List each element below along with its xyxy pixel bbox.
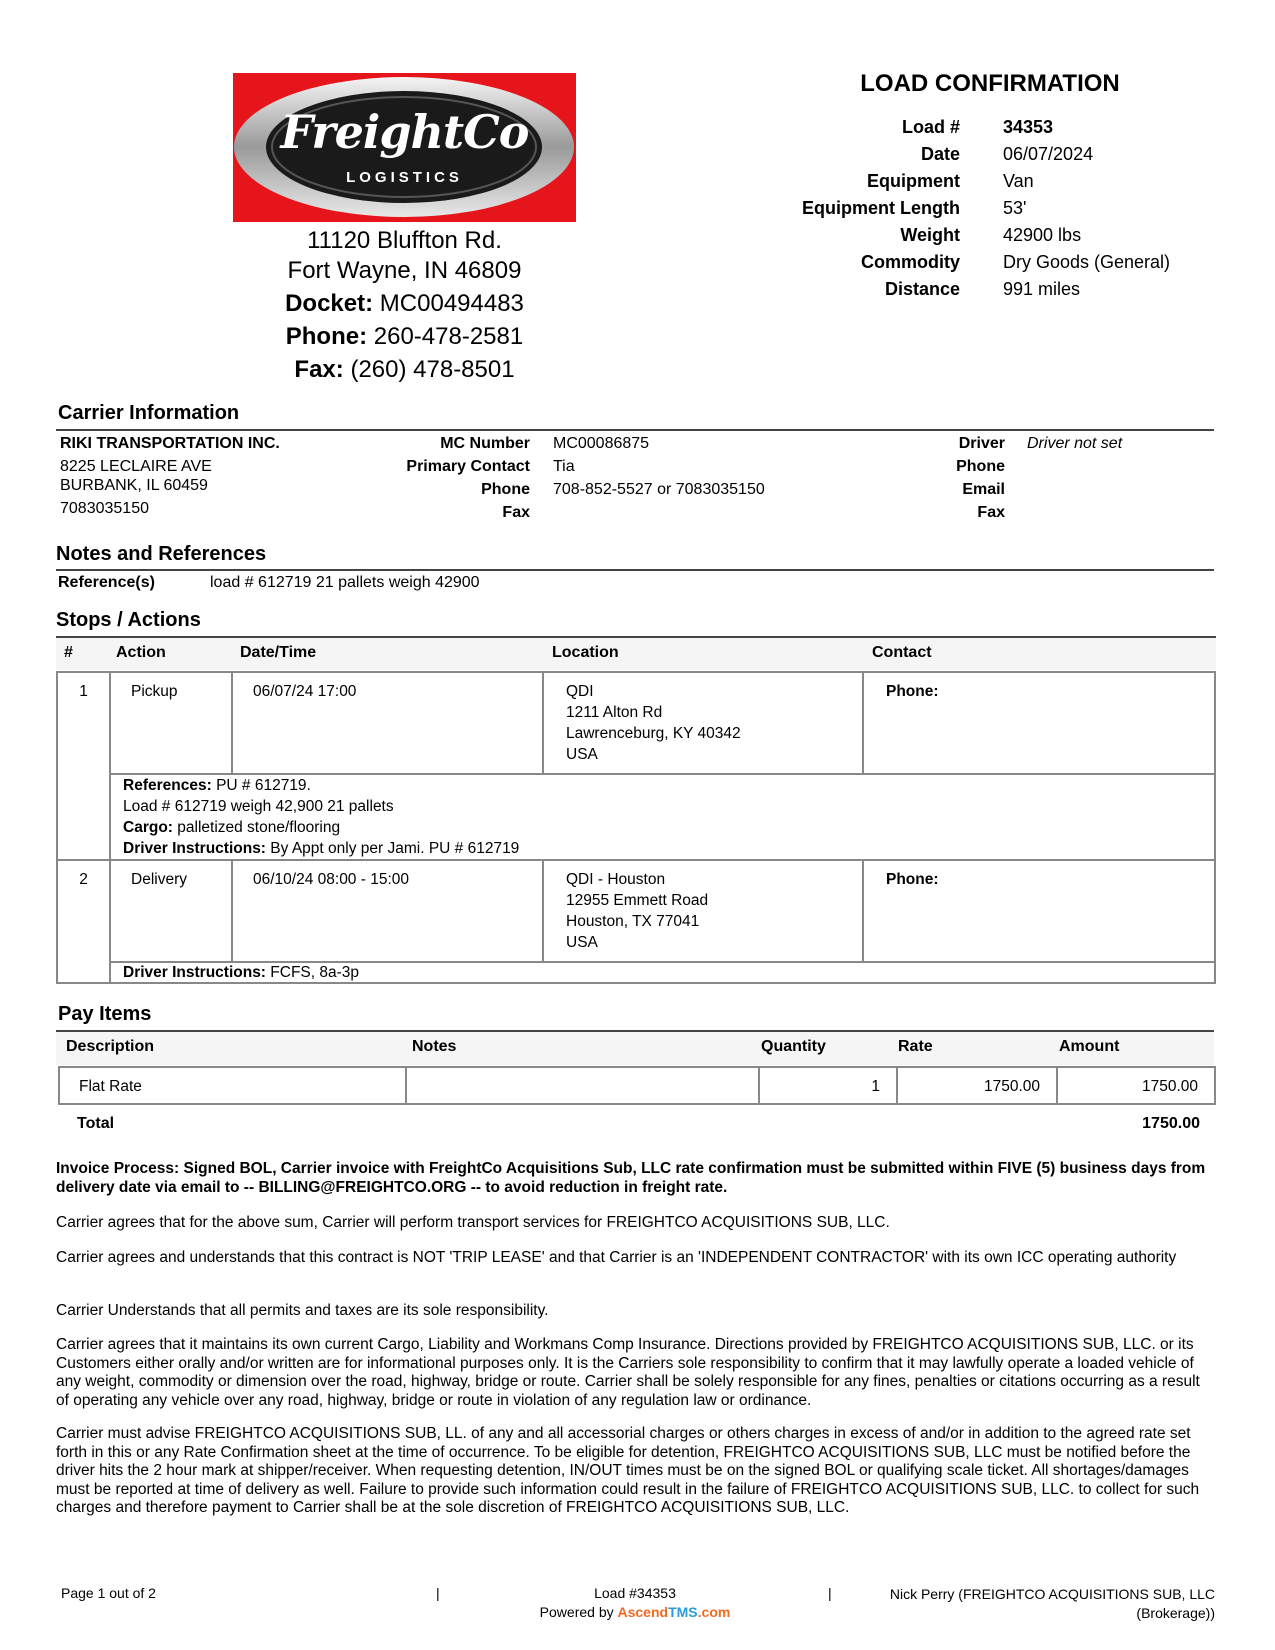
equipment-length-value: 53' bbox=[1003, 198, 1027, 218]
fax-line bbox=[233, 355, 576, 385]
stop-location-cell bbox=[542, 671, 864, 775]
brand-ascend: Ascend bbox=[617, 1604, 669, 1620]
load-number-value: 34353 bbox=[1003, 117, 1054, 137]
terms-paragraph: Carrier Understands that all permits and taxes are its sole responsibility. bbox=[56, 1302, 549, 1319]
stops-col-num: # bbox=[64, 644, 73, 661]
footer-user-line-2: (Brokerage)) bbox=[1136, 1605, 1215, 1621]
company-logo bbox=[233, 73, 576, 222]
location-name: QDI bbox=[566, 683, 594, 700]
footer-separator: | bbox=[436, 1585, 440, 1601]
company-address bbox=[233, 226, 576, 385]
pay-col-rate: Rate bbox=[898, 1038, 933, 1055]
phone-value: 260-478-2581 bbox=[373, 323, 524, 350]
mc-number-label: MC Number bbox=[440, 435, 530, 452]
mc-number-value: MC00086875 bbox=[553, 435, 650, 452]
driver-label: Driver bbox=[958, 435, 1005, 452]
total-label: Total bbox=[77, 1115, 115, 1132]
carrier-divider bbox=[56, 429, 1214, 431]
docket-value: MC00494483 bbox=[379, 290, 524, 317]
stop-contact-cell bbox=[862, 671, 1216, 775]
stop-contact-phone-label: Phone: bbox=[886, 683, 939, 700]
stop-action-cell bbox=[109, 671, 233, 775]
docket-label: Docket: bbox=[285, 290, 374, 317]
stop-location bbox=[566, 681, 741, 765]
stop-number-cell bbox=[56, 671, 111, 861]
pay-rate-cell bbox=[896, 1066, 1058, 1105]
stops-col-contact: Contact bbox=[872, 644, 932, 661]
carrier-phone-line: 7083035150 bbox=[60, 500, 149, 517]
pay-quantity: 1 bbox=[871, 1078, 880, 1095]
stop-cargo-value: palletized stone/flooring bbox=[177, 819, 341, 836]
equipment-label: Equipment bbox=[867, 171, 960, 191]
pay-col-description: Description bbox=[66, 1038, 155, 1055]
driver-value: Driver not set bbox=[1027, 435, 1123, 452]
stops-col-datetime: Date/Time bbox=[240, 644, 317, 661]
pay-quantity-cell bbox=[758, 1066, 898, 1105]
carrier-address-2: BURBANK, IL 60459 bbox=[60, 477, 208, 494]
carrier-fax-label: Fax bbox=[502, 504, 530, 521]
stop-driver-instructions-label: Driver Instructions: bbox=[123, 964, 266, 981]
date-label: Date bbox=[920, 144, 960, 164]
load-number-label: Load # bbox=[901, 117, 960, 137]
stop-location bbox=[566, 869, 708, 953]
stop-driver-instructions bbox=[123, 838, 519, 859]
weight-value: 42900 lbs bbox=[1003, 225, 1082, 245]
references-label: Reference(s) bbox=[58, 574, 155, 591]
stop-details-cell bbox=[109, 773, 1216, 861]
stop-location-cell bbox=[542, 859, 864, 963]
stop-datetime-cell bbox=[231, 671, 544, 775]
footer-load-number: Load #34353 bbox=[594, 1585, 676, 1601]
terms-paragraph: Carrier agrees and understands that this contract is NOT 'TRIP LEASE' and that Carrier is an 'INDEPENDENT CONTRACTOR' with its own ICC operating authority bbox=[56, 1249, 1177, 1266]
stop-references bbox=[123, 775, 519, 796]
weight-label: Weight bbox=[900, 225, 960, 245]
stops-col-action: Action bbox=[116, 644, 166, 661]
stop-details-cell bbox=[109, 961, 1216, 984]
phone-line bbox=[233, 322, 576, 352]
pay-col-notes: Notes bbox=[412, 1038, 457, 1055]
address-line-2: Fort Wayne, IN 46809 bbox=[287, 257, 522, 284]
location-city: Houston, TX 77041 bbox=[566, 913, 700, 930]
carrier-phone-label: Phone bbox=[481, 481, 530, 498]
stop-driver-instructions-label: Driver Instructions: bbox=[123, 840, 266, 857]
stop-cargo-label: Cargo: bbox=[123, 819, 173, 836]
pay-col-amount: Amount bbox=[1059, 1038, 1120, 1055]
commodity-value: Dry Goods (General) bbox=[1003, 252, 1171, 272]
location-name: QDI - Houston bbox=[566, 871, 666, 888]
pay-rate: 1750.00 bbox=[983, 1078, 1040, 1095]
stop-driver-instructions-value: By Appt only per Jami. PU # 612719 bbox=[270, 840, 520, 857]
carrier-address-1: 8225 LECLAIRE AVE bbox=[60, 458, 212, 475]
pay-col-quantity: Quantity bbox=[761, 1038, 826, 1055]
distance-label: Distance bbox=[884, 279, 960, 299]
stop-contact-phone-label: Phone: bbox=[886, 871, 939, 888]
primary-contact-value: Tia bbox=[553, 458, 575, 475]
location-country: USA bbox=[566, 746, 598, 763]
references-value: load # 612719 21 pallets weigh 42900 bbox=[210, 574, 480, 591]
carrier-name: RIKI TRANSPORTATION INC. bbox=[60, 435, 280, 452]
terms-paragraph: Carrier must advise FREIGHTCO ACQUISITIONS SUB, LL. of any and all accessorial charges or others charges in excess of and/or in addition to the agreed rate set forth in this or any Rate Confirmation sheet at the time of occurrence. To be eligible for detention, FREIGHTCO ACQUISITIONS SUB, LLC must be notified before the driver hits the 2 hour mark at shipper/receiver. When requesting detention, IN/OUT times must be on the signed BOL or qualifying scale ticket. All shortages/damages must be reported at time of delivery as well. Failure to provide such information could result in the failure of FREIGHTCO ACQUISITIONS SUB, LLC. to collect for such charges and therefore payment to Carrier shall be at the sole discretion of FREIGHTCO ACQUISITIONS SUB, LLC. bbox=[56, 1425, 1200, 1516]
total-value: 1750.00 bbox=[1142, 1115, 1200, 1132]
stops-header-row bbox=[56, 638, 1216, 670]
location-street: 1211 Alton Rd bbox=[566, 704, 663, 721]
equipment-value: Van bbox=[1003, 171, 1034, 191]
brand-com: .com bbox=[697, 1604, 731, 1620]
phone-label: Phone: bbox=[285, 323, 368, 350]
logo-subtitle: LOGISTICS bbox=[346, 169, 463, 186]
pay-description-cell bbox=[58, 1066, 407, 1105]
footer-user-line-1: Nick Perry (FREIGHTCO ACQUISITIONS SUB, LLC bbox=[889, 1586, 1215, 1602]
address-line-1: 11120 Bluffton Rd. bbox=[307, 227, 502, 254]
distance-value: 991 miles bbox=[1003, 279, 1081, 299]
pay-description: Flat Rate bbox=[79, 1078, 142, 1095]
notes-section-title: Notes and References bbox=[56, 543, 267, 565]
stop-references-line-2: Load # 612719 weigh 42,900 21 pallets bbox=[123, 798, 394, 815]
driver-email-label: Email bbox=[962, 481, 1005, 498]
stop-number: 2 bbox=[79, 871, 88, 888]
stop-contact-cell bbox=[862, 859, 1216, 963]
stop-datetime-cell bbox=[231, 859, 544, 963]
stop-driver-instructions-value: FCFS, 8a-3p bbox=[270, 964, 360, 981]
stop-number: 1 bbox=[79, 683, 88, 700]
stop-action-cell bbox=[109, 859, 233, 963]
carrier-section-title: Carrier Information bbox=[58, 402, 240, 424]
terms-paragraph: Carrier agrees that it maintains its own current Cargo, Liability and Workmans Comp Insurance. Directions provided by FREIGHTCO ACQUISITIONS SUB, LLC. or its Customers either orally and/or written are for informational purposes only. It is the Carriers sole responsibility to confirm that it may lawfully operate a loaded vehicle of any weight, commodity or dimension over the road, highway, bridge or route. Carrier shall be solely responsible for any fines, penalties or citations occurring as a result of operating any vehicle over any road, highway, bridge or route in violation of any regulation law or ordinance. bbox=[56, 1336, 1200, 1409]
stop-details bbox=[123, 775, 519, 859]
commodity-label: Commodity bbox=[861, 252, 960, 272]
stops-section-title: Stops / Actions bbox=[56, 609, 201, 631]
pay-amount: 1750.00 bbox=[1141, 1078, 1198, 1095]
carrier-phone-value: 708-852-5527 or 7083035150 bbox=[553, 481, 765, 498]
pay-header-row bbox=[56, 1032, 1214, 1065]
fax-label: Fax: bbox=[294, 356, 344, 383]
pay-amount-cell bbox=[1056, 1066, 1216, 1105]
fax-value: (260) 478-8501 bbox=[350, 356, 515, 383]
stop-driver-instructions bbox=[123, 962, 359, 983]
footer-user bbox=[860, 1585, 1215, 1623]
footer-separator: | bbox=[828, 1585, 832, 1601]
driver-phone-label: Phone bbox=[956, 458, 1005, 475]
logo-name: FreightCo bbox=[280, 105, 529, 159]
stop-datetime: 06/10/24 08:00 - 15:00 bbox=[253, 871, 409, 888]
pay-section-title: Pay Items bbox=[58, 1003, 152, 1025]
stop-action: Pickup bbox=[131, 683, 178, 700]
powered-by bbox=[520, 1604, 750, 1620]
driver-fax-label: Fax bbox=[977, 504, 1005, 521]
powered-by-label: Powered by bbox=[539, 1604, 614, 1620]
location-street: 12955 Emmett Road bbox=[566, 892, 709, 909]
location-city: Lawrenceburg, KY 40342 bbox=[566, 725, 741, 742]
invoice-process-text: Invoice Process: Signed BOL, Carrier invoice with FreightCo Acquisitions Sub, LLC rate confirmation must be submitted within FIVE (5) business days from delivery date via email to -- BILLING@FREIGHTCO.ORG -- to avoid reduction in freight rate. bbox=[56, 1160, 1206, 1196]
stop-references-label: References: bbox=[123, 777, 212, 794]
location-country: USA bbox=[566, 934, 598, 951]
pay-notes-cell bbox=[405, 1066, 760, 1105]
equipment-length-label: Equipment Length bbox=[802, 198, 960, 218]
stops-col-location: Location bbox=[552, 644, 619, 661]
terms-paragraph: Carrier agrees that for the above sum, Carrier will perform transport services for FREIGHTCO ACQUISITIONS SUB, LLC. bbox=[56, 1214, 890, 1231]
primary-contact-label: Primary Contact bbox=[406, 458, 530, 475]
stop-cargo bbox=[123, 817, 519, 838]
stop-action: Delivery bbox=[131, 871, 187, 888]
notes-divider bbox=[56, 569, 1214, 571]
date-value: 06/07/2024 bbox=[1003, 144, 1094, 164]
stop-datetime: 06/07/24 17:00 bbox=[253, 683, 357, 700]
stop-number-cell bbox=[56, 859, 111, 984]
page-number: Page 1 out of 2 bbox=[61, 1585, 156, 1601]
page-title: LOAD CONFIRMATION bbox=[860, 70, 1120, 97]
stop-references-value: PU # 612719. bbox=[216, 777, 311, 794]
docket-line bbox=[233, 289, 576, 319]
brand-tms: TMS bbox=[668, 1604, 698, 1620]
